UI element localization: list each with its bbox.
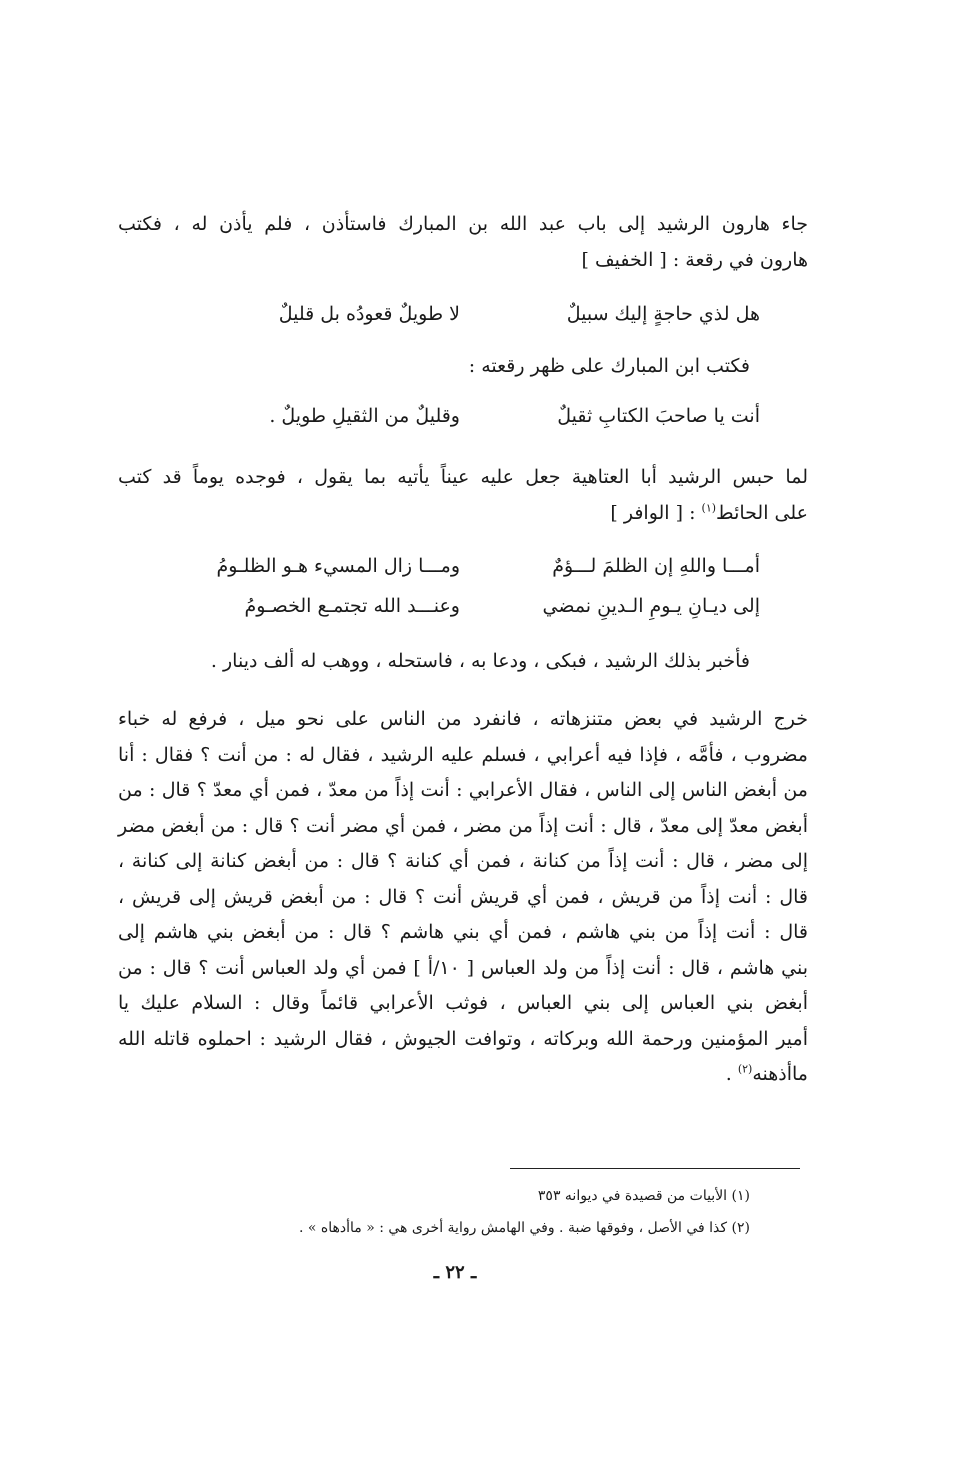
text-line: قال : أنت إذاً من قريش ، فمن أي قريش أنت ؟ قال : من أبغض قريش إلى قريش ، [118,885,809,908]
text-line: جاء هارون الرشيد إلى باب عبد الله بن المبارك فاستأذن ، فلم يأذن له ، فكتب [118,213,808,235]
text-segment: : [ الوافر ] [610,501,702,524]
text-line: قال : أنت إذاً من بني هاشم ، فمن أي بني هاشم ؟ قال : من أبغض بني هاشم إلى [118,921,808,943]
footnote-1: (١) الأبيات من قصيدة في ديوانه ٣٥٣ [537,1188,750,1204]
text-segment: ماأذهنه [752,1063,808,1085]
text-line [118,1057,808,1093]
story-paragraph-harun [118,207,808,278]
verse-second-hemistich: لا طويلٌ قعودُه بل قليلٌ [278,303,460,325]
verse-line [170,595,760,631]
reply-intro: فكتب ابن المبارك على ظهر رقعته : [468,355,750,377]
text-line: خرج الرشيد في بعض متنزهاته ، فانفرد من الناس على نحو ميل ، فرفع له خباء [118,708,808,730]
verse-first-hemistich: هل لذي حاجةٍ إليك سبيلٌ [566,303,760,325]
text-segment: . [725,1063,738,1085]
verse-second-hemistich: وقليلٌ من الثقيلِ طويلٌ . [269,405,460,427]
text-line: بني هاشم ، قال : أنت إذاً من ولد العباس [ ١٠/أ ] فمن أي ولد العباس أنت ؟ قال : من [118,956,808,979]
verse-first-hemistich: إلى ديـانِ يـومِ الـدينِ نمضي [542,595,760,617]
footnote-2: (٢) كذا في الأصل ، وفوقها ضبة . وفي الهامش رواية أخرى هي : « ماأدهاه » . [298,1220,750,1236]
verse-first-hemistich: أنت يا صاحبَ الكتابِ ثقيلٌ [557,405,760,427]
story-ending: فأخبر بذلك الرشيد ، فبكى ، ودعا به ، فاستحله ، ووهب له ألف دينار . [210,650,750,672]
story-paragraph-abu-al-atahiya [118,460,808,531]
footnote-ref: (١) [701,501,717,515]
text-segment: على الحائط [716,501,808,524]
text-line: من أبغض الناس إلى الناس ، فقال الأعرابي : أنت إذاً من معدّ ، فمن أي معدّ ؟ قال : من [118,779,808,801]
text-line: إلى مضر ، قال : أنت إذاً من كنانة ، فمن أي كنانة ؟ قال : من أبغض كنانة إلى كنانة ، [118,850,809,872]
verse-first-hemistich: أمـــا واللهِ إن الظلمَ لـــؤمٌ [552,555,760,577]
text-line: أمير المؤمنين ورحمة الله وبركاته ، وتوافت الجيوش ، فقال الرشيد : احملوه قاتله الله [118,1027,808,1050]
verse-line [170,303,760,339]
verse-second-hemistich: ومـــا زال المسيء هـو الظلـومُ [216,555,460,577]
footnote-ref: (٢) [737,1062,753,1076]
text-line: أبغض بني العباس إلى بني العباس ، فوثب الأعرابي قائماً وقال : السلام عليك يا [118,992,808,1014]
footnote-divider [510,1168,800,1169]
text-line [118,496,808,532]
verse-line [170,555,760,591]
verse-line [170,405,760,441]
text-line: أبغض معدّ إلى معدّ ، قال : أنت إذاً من مضر ، فمن أي مضر أنت ؟ قال : من أبغض مضر [118,814,808,837]
text-line: هارون في رقعة : [ الخفيف ] [581,248,808,271]
text-line: لما حبس الرشيد أبا العتاهية جعل عليه عيناً يأتيه بما يقول ، فوجده يوماً قد كتب [118,466,808,488]
text-line: مضروب ، فأمَّه ، فإذا فيه أعرابي ، فسلم عليه الرشيد ، فقال له : من أنت ؟ فقال : أنا [118,743,808,766]
story-paragraph-bedouin [118,702,808,1093]
page-number: ـ ٢٢ ـ [433,1262,477,1283]
verse-second-hemistich: وعنـــد الله تجتمـع الخصـومُ [244,595,460,617]
